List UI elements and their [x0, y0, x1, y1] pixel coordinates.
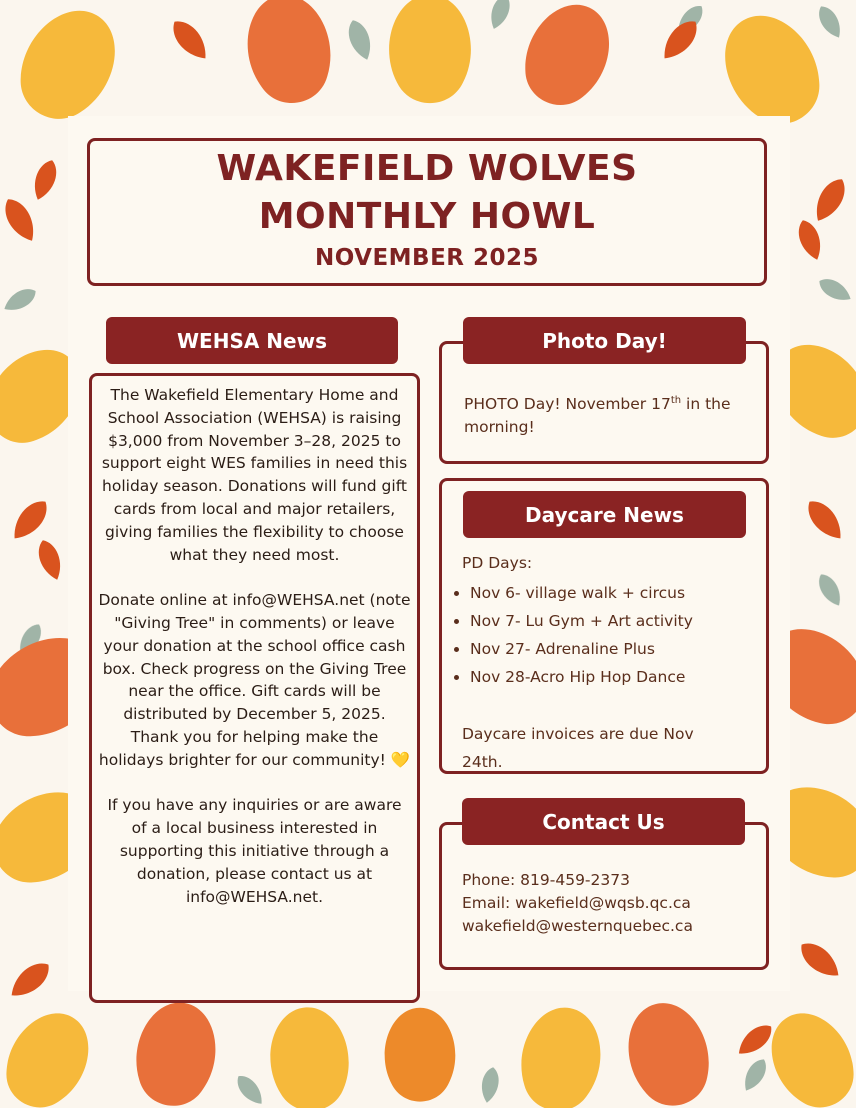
contact-email-secondary: wakefield@westernquebec.ca — [462, 917, 693, 935]
issue-date: NOVEMBER 2025 — [314, 245, 540, 271]
pd-day-item: • Nov 28-Acro Hip Hop Dance — [470, 663, 766, 691]
newsletter-title-line2: MONTHLY HOWL — [258, 196, 596, 237]
photo-day-heading: Photo Day! — [463, 317, 746, 364]
pd-days-list — [442, 579, 766, 691]
daycare-pd-label: PD Days: — [462, 554, 533, 572]
pd-day-item: • Nov 27- Adrenaline Plus — [470, 635, 766, 663]
contact-phone: Phone: 819-459-2373 — [462, 871, 630, 889]
wehsa-news-heading: WEHSA News — [106, 317, 398, 364]
photo-day-text-main: PHOTO Day! November 17 — [464, 395, 671, 414]
contact-heading: Contact Us — [462, 798, 745, 845]
wehsa-paragraph-1: The Wakefield Elementary Home and School Association (WEHSA) is raising $3,000 from November 3–28, 2025 to support eight WES families in need this holiday season. Donations will fund gift cards from local and major retailers, giving families the flexibility to choose what they need most. — [101, 386, 408, 564]
daycare-invoice-note: Daycare invoices are due Nov 24th. — [462, 725, 694, 771]
contact-email: Email: wakefield@wqsb.qc.ca — [462, 894, 691, 912]
wehsa-paragraph-3: If you have any inquiries or are aware of a local business interested in supporting this initiative through a donation, please contact us at info@WEHSA.net. — [107, 796, 402, 906]
wehsa-paragraph-2: Donate online at info@WEHSA.net (note "Giving Tree" in comments) or leave your donation at the school office cash box. Check progress on the Giving Tree near the office. Gift cards will be distributed by December 5, 2025. Thank you for helping make the holidays brighter for our community! 💛 — [98, 591, 411, 769]
wehsa-news-box — [89, 373, 420, 1003]
pd-day-item: • Nov 6- village walk + circus — [470, 579, 766, 607]
pd-day-item: • Nov 7- Lu Gym + Art activity — [470, 607, 766, 635]
photo-day-text-end: in the morning! — [464, 395, 731, 437]
masthead — [87, 138, 767, 286]
newsletter-title-line1: WAKEFIELD WOLVES — [216, 148, 638, 189]
photo-day-superscript: th — [670, 395, 682, 406]
daycare-news-heading: Daycare News — [463, 491, 746, 538]
wehsa-news-body — [92, 376, 417, 908]
